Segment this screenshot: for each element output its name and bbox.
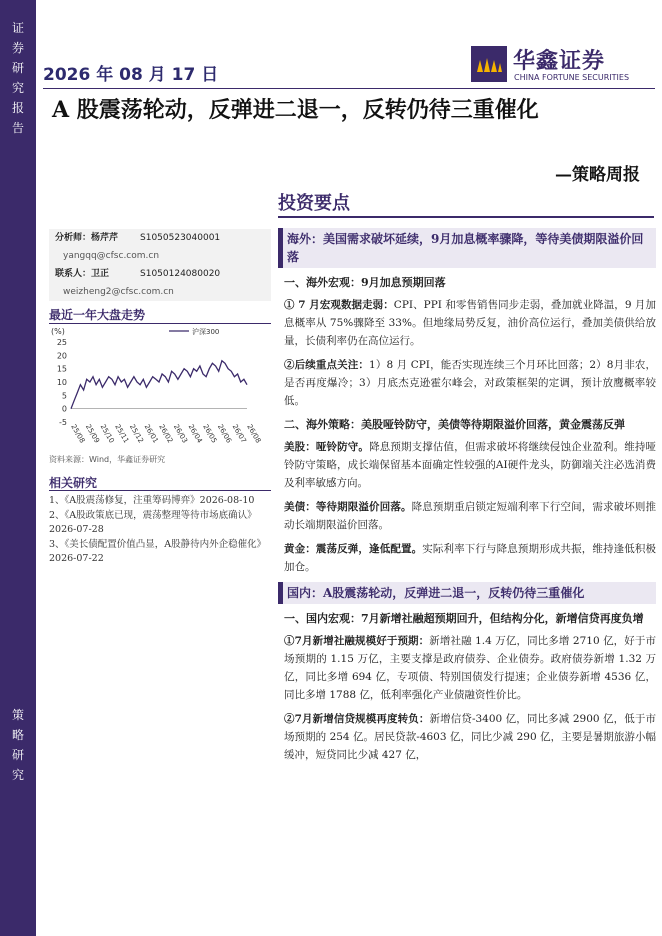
section-heading: 投资要点	[278, 193, 350, 214]
series-line-hs300	[71, 361, 247, 409]
para-text: 降息预期支撑估值，但需求破坏将继续侵蚀企业盈利。维持哑铃防守策略，成长端保留基本面确定性较强的AI硬件龙头，防御端关注必选消费及利率敏感方向。	[284, 441, 657, 489]
contact-id: S1050124080020	[140, 269, 221, 279]
x-tick-label: 25/08	[69, 423, 87, 445]
contact-row	[49, 265, 271, 283]
y-tick-label: 5	[61, 391, 67, 401]
analyst-box	[49, 229, 271, 301]
para-lead: ①7月新增社融规模好于预期：	[284, 635, 430, 647]
report-subtitle: —策略周报	[555, 165, 640, 185]
sidebar	[0, 0, 36, 936]
para-lead: ① 7 月宏观数据走弱：	[284, 299, 394, 311]
chart-title: 最近一年大盘走势	[49, 308, 146, 322]
paragraph	[284, 498, 656, 534]
company-logo-icon	[471, 46, 507, 82]
related-item[interactable]: 1、《A股震荡修复，注重筹码博弈》2026-08-10	[49, 495, 255, 506]
para-lead: 美债：等待期限溢价回落。	[284, 501, 412, 513]
domestic-heading: 国内：A股震荡轮动，反弹进二退一，反转仍待三重催化	[278, 582, 656, 604]
x-tick-label: 26/06	[215, 423, 233, 445]
x-tick-label: 26/08	[245, 423, 263, 445]
y-tick-label: 10	[56, 378, 67, 387]
legend-label: 沪深300	[192, 328, 220, 336]
x-tick-label: 25/09	[83, 423, 101, 445]
para-text: 1）8 月 CPI，能否实现连续三个月环比回落；2）8月非农，是否再度爆冷；3）月底杰克逊霍尔峰会，对政策框架的定调，预计放鹰概率较低。	[284, 359, 656, 407]
para-text: CPI、PPI 和零售销售同步走弱，叠加就业降温，9 月加息概率从 75%骤降至 33%。但地缘局势反复，油价高位运行，叠加美债供给放量，长债利率仍在高位运行。	[284, 299, 656, 347]
y-tick-label: 15	[56, 364, 67, 374]
paragraph	[284, 356, 656, 410]
x-tick-label: 26/07	[230, 423, 248, 445]
x-tick-label: 26/02	[157, 423, 175, 445]
sidebar-top-label: 证券研究报告	[11, 21, 24, 135]
y-tick-label: -5	[59, 418, 67, 427]
overseas-heading: 海外：美国需求破坏延续，9月加息概率骤降，等待美债期限溢价回落	[278, 228, 656, 268]
para-lead: 美股：哑铃防守。	[284, 441, 370, 453]
main-content	[278, 228, 656, 770]
para-text: 新增信贷-3400 亿，同比多减 2900 亿，低于市场预期的 254 亿。居民贷款-4603 亿，同比少减 290 亿，主要是暑期旅游小幅缓冲，短贷同比少减 427 亿，	[284, 713, 656, 761]
x-tick-label: 26/01	[142, 423, 160, 445]
chart-divider	[49, 323, 271, 324]
chart-source: 资料来源：Wind，华鑫证券研究	[49, 455, 166, 464]
paragraph	[284, 540, 656, 576]
para-text: 实际利率下行与降息预期形成共振，维持逢低积极加仓。	[284, 543, 657, 573]
x-tick-label: 26/04	[186, 423, 204, 445]
paragraph	[284, 710, 656, 764]
header-divider	[43, 88, 655, 89]
analyst-id: S1050523040001	[140, 233, 221, 243]
analyst-email[interactable]: yangqq@cfsc.com.cn	[63, 251, 160, 261]
related-title: 相关研究	[49, 476, 98, 490]
related-divider	[49, 490, 271, 491]
logo-english: CHINA FORTUNE SECURITIES	[514, 73, 630, 82]
para-lead: ②7月新增信贷规模再度转负：	[284, 713, 430, 725]
paragraph	[284, 296, 656, 350]
para-lead: 黄金：震荡反弹，逢低配置。	[284, 543, 423, 555]
subheading: 二、海外策略：美股哑铃防守，美债等待期限溢价回落，黄金震荡反弹	[284, 418, 625, 431]
contact-email[interactable]: weizheng2@cfsc.com.cn	[63, 287, 174, 297]
paragraph	[284, 438, 656, 492]
market-chart	[49, 326, 271, 452]
y-tick-label: 0	[61, 404, 67, 414]
x-tick-label: 26/05	[201, 423, 219, 445]
para-text: 新增社融 1.4 万亿，同比多增 2710 亿，好于市场预期的 1.15 万亿，主要支撑是政府债券、企业债券。政府债券新增 1.32 万亿，同比多增 694 亿，专项债、特别国债发行提速；企业债券新增 4536 亿，同比多增 1788 亿，低利率强化产业债融资性价比。	[284, 635, 656, 701]
para-lead: ②后续重点关注：	[284, 359, 370, 371]
paragraph	[284, 632, 656, 704]
analyst-name: 分析师：杨芹芹	[55, 233, 119, 243]
x-tick-label: 25/12	[127, 423, 145, 445]
related-item[interactable]: 3、《美长债配置价值凸显，A股静待内外企稳催化》2026-07-22	[49, 539, 267, 564]
y-axis-label: (%)	[51, 327, 65, 336]
para-text: 降息预期重启锁定短端利率下行空间，需求破坏则推动长端期限溢价回落。	[284, 501, 657, 531]
sidebar-bottom-label: 策略研究	[11, 708, 24, 782]
section-divider	[278, 216, 654, 218]
y-tick-label: 20	[56, 351, 67, 361]
report-date: 2026 年 08 月 17 日	[43, 65, 219, 85]
contact-name: 联系人：卫正	[55, 269, 110, 279]
analyst-row	[49, 229, 271, 247]
y-tick-label: 25	[56, 338, 67, 347]
x-tick-label: 26/03	[171, 423, 189, 445]
x-tick-label: 25/10	[98, 423, 116, 445]
x-tick-label: 25/11	[113, 423, 131, 445]
subheading: 一、海外宏观：9月加息预期回落	[284, 276, 446, 289]
related-item[interactable]: 2、《A股政策底已现，震荡整理等待市场底确认》2026-07-28	[49, 510, 257, 535]
report-title: A 股震荡轮动，反弹进二退一，反转仍待三重催化	[52, 97, 539, 123]
logo-name: 华鑫证券	[513, 49, 606, 74]
related-list	[49, 494, 271, 567]
subheading: 一、国内宏观：7月新增社融超预期回升，但结构分化，新增信贷再度负增	[284, 612, 644, 625]
